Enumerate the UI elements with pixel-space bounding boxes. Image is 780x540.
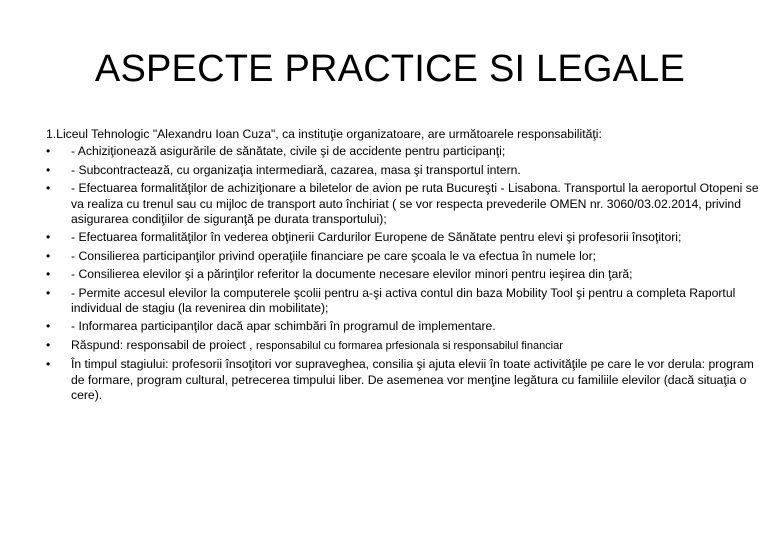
list-item (46, 181, 762, 227)
bullet-icon: • (46, 162, 51, 177)
list-item (46, 286, 762, 317)
list-item (46, 163, 762, 178)
bullet-icon: • (46, 181, 51, 196)
bullet-icon: • (46, 319, 51, 334)
list-item-text: - Permite accesul elevilor la computerele şcolii pentru a-şi activa contul din baza Mobility Tool şi pentru a completa Raportul individual de stagiu (la revenirea din mobilitate); (71, 285, 736, 316)
list-item (46, 249, 762, 264)
bullet-icon: • (46, 144, 51, 159)
list-item-text: - Efectuarea formalităţilor în vederea obţinerii Cardurilor Europene de Sănătate pentru elevi şi profesorii însoţitori; (71, 230, 682, 245)
intro-text: 1.Liceul Tehnologic "Alexandru Ioan Cuza", ca instituţie organizatoare, are următoarele responsabilităţi: (46, 127, 602, 141)
list-item-text: - Efectuarea formalităţilor de achiziţionare a biletelor de avion pe ruta Bucureşti - Lisabona. Transportul la aeroportul Otopeni se va realiza cu trenul sau cu mijloc de transport auto închiriat ( se vor respecta prevederile OMEN nr. 3060/03.02.2014, privind asigurarea condiţiilor de siguranţă pe durata transportului); (71, 181, 759, 227)
bullet-icon: • (46, 285, 51, 300)
list-item-small-text: responsabilul cu formarea prfesionala si responsabilul financiar (255, 339, 563, 352)
list-item-text: - Achiziţionează asigurările de sănătate, civile şi de accidente pentru participanţi; (71, 144, 506, 159)
bullet-icon: • (46, 267, 51, 282)
list-item-text: - Consilierea participanţilor privind operaţiile financiare pe care şcoala le va efectua în numele lor; (71, 248, 597, 263)
list-item (46, 338, 762, 354)
bullet-icon: • (46, 357, 51, 372)
bullet-icon: • (46, 230, 51, 245)
list-item-text: - Informarea participanţilor dacă apar schimbări în programul de implementare. (71, 319, 496, 334)
responsibility-list (46, 144, 762, 403)
bullet-icon: • (46, 337, 51, 352)
list-item-text: - Subcontractează, cu organizaţia intermediară, cazarea, masa şi transportul intern. (71, 162, 521, 177)
list-item (46, 230, 762, 245)
list-item (46, 357, 762, 403)
bullet-icon: • (46, 248, 51, 263)
slide-title: ASPECTE PRACTICE SI LEGALE (94, 48, 686, 90)
list-item (46, 144, 762, 159)
list-item-text: În timpul stagiului: profesorii însoţitori vor supraveghea, consilia şi ajuta elevii în toate activităţile pe care le vor derula: program de formare, program cultural, petrecerea timpului liber. De asemenea vor menţine legătura cu familiile elevilor (dacă situaţia o cere). (71, 357, 754, 403)
list-item (46, 319, 762, 334)
list-item (46, 267, 762, 282)
slide-content (46, 127, 762, 407)
list-item-text: - Consilierea elevilor şi a părinţilor referitor la documente necesare elevilor minori pentru ieşirea din ţară; (71, 267, 633, 282)
list-item-text: Răspund: responsabil de proiect , (71, 337, 256, 352)
